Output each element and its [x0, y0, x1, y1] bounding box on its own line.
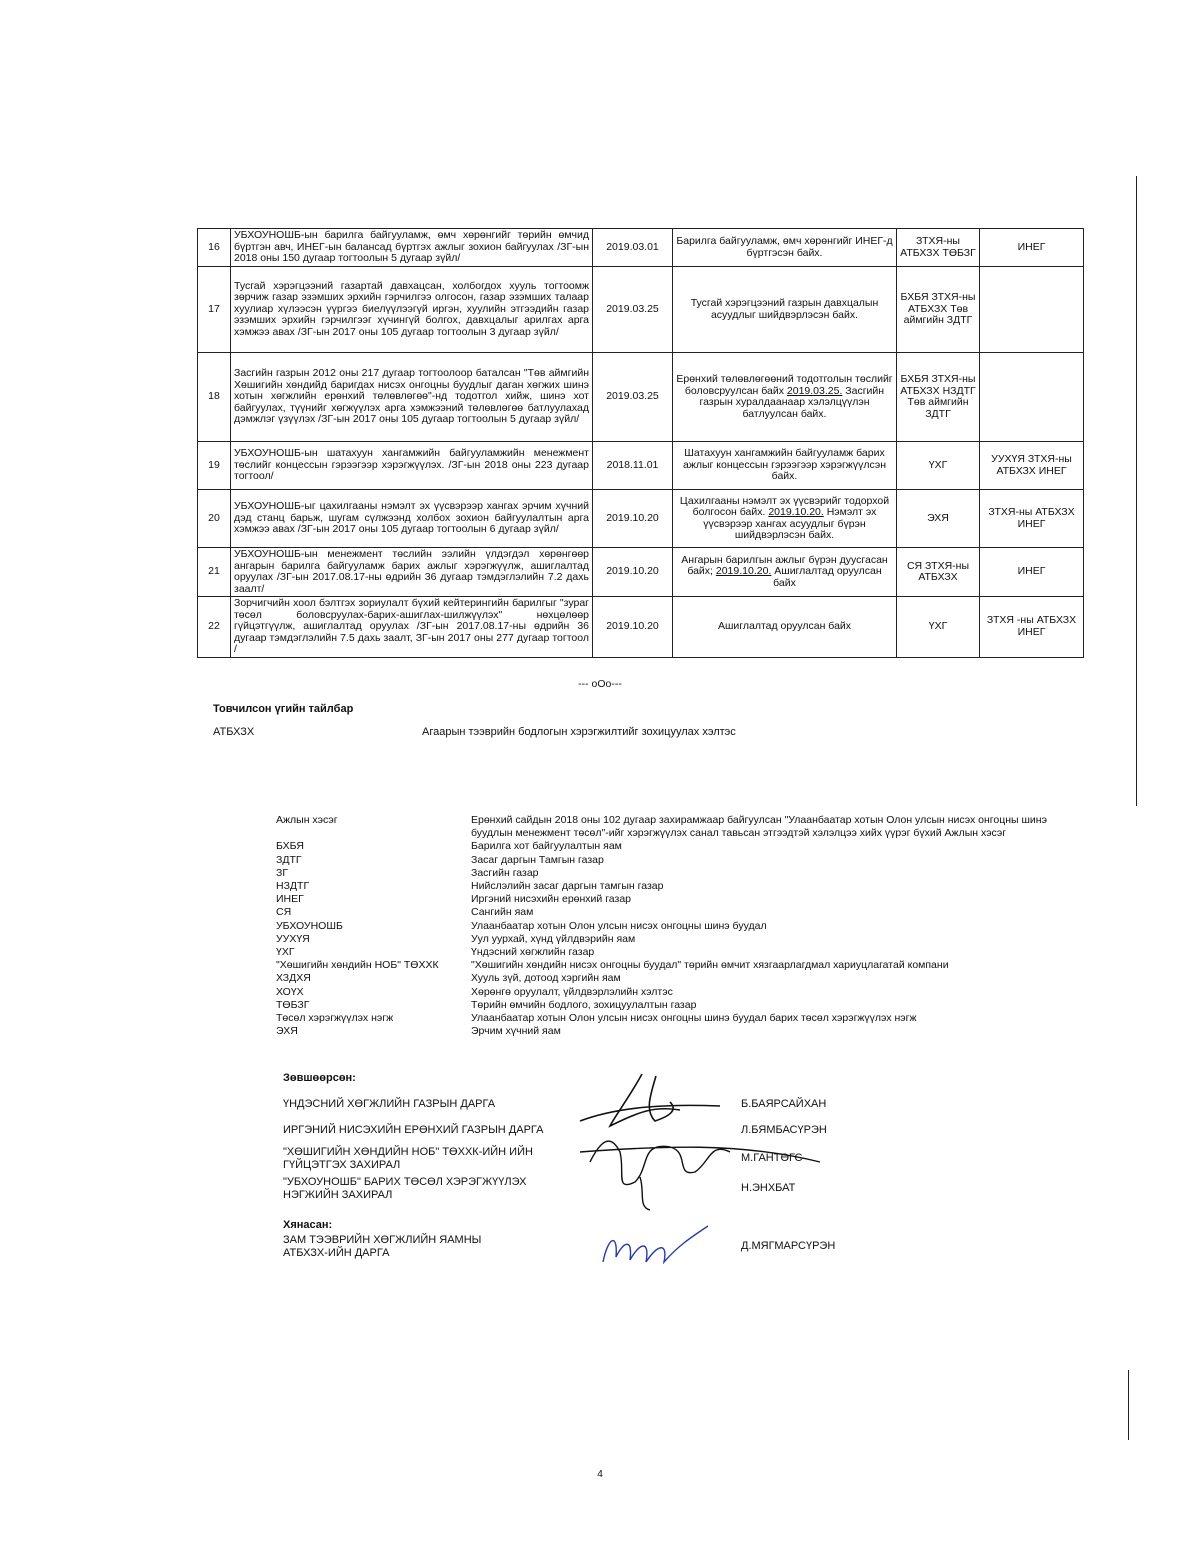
glossary-term: ЗДТГ: [276, 853, 302, 866]
result-cell: Ашиглалтад оруулсан байх: [673, 597, 897, 658]
due-date-cell: 2019.03.25: [593, 353, 673, 442]
row-number: 22: [198, 597, 231, 658]
support-org-cell: ИНЕГ: [980, 229, 1084, 267]
result-date: 2019.03.25.: [786, 384, 843, 397]
glossary-row: [276, 1012, 1066, 1025]
glossary-term: СЯ: [276, 906, 292, 919]
row-number: 18: [198, 353, 231, 442]
checker-position: ЗАМ ТЭЭВРИЙН ХӨГЖЛИЙН ЯАМНЫ АТБХЗХ-ИЙН ДАРГА: [283, 1234, 482, 1259]
due-date-cell: 2019.03.25: [593, 267, 673, 353]
glossary-term: УУХҮЯ: [276, 932, 310, 945]
table-row: [198, 490, 1084, 548]
glossary-row: [276, 959, 1066, 972]
approver-name: Н.ЭНХБАТ: [741, 1182, 796, 1194]
task-cell: УБХОУНОШБ-ын барилга байгууламж, өмч хөрөнгийг төрийн өмчид бүртгэн авч, ИНЕГ-ын балансад бүртгэх ажлыг зохион байгуулах /ЗГ-ын 2018 оны 150 дугаар тогтоолын 5 дугаар зүйл/: [231, 229, 593, 267]
approver-position: "УБХОУНОШБ" БАРИХ ТӨСӨЛ ХЭРЭГЖҮҮЛЭХ НЭГЖИЙН ЗАХИРАЛ: [283, 1176, 527, 1201]
glossary-definition: Үндэсний хөгжлийн газар: [471, 946, 595, 959]
task-cell: УБХОУНОШБ-ын менежмент төслийн ээлийн үлдэгдэл хөрөнгөөр ангарын барилга байгууламж барих ажлыг хэрэгжүүлж, ашиглалтад оруулах /ЗГ-ын 2017.08.17-ны өдрийн 36 дугаар тэмдэглэлийн 7.2 дахь заалт/: [231, 548, 593, 597]
glossary-definition: Улаанбаатар хотын Олон улсын нисэх онгоцны шинэ буудал: [471, 919, 767, 932]
lead-org-cell: ҮХГ: [897, 442, 980, 490]
approver-name: Б.БАЯРСАЙХАН: [741, 1098, 827, 1110]
table-row: [198, 267, 1084, 353]
task-cell: Тусгай хэрэгцээний газартай давхацсан, холбогдох хууль тогтоомж зөрчиж газар эзэмших эрхийн гэрчилгээ олгосон, газар эзэмших талаар хуулиар хүлээсэн үүргээ биелүүлээгүй иргэн, хуулийн этгээдийн газар эзэмших эрхийн гэрчилгээг хүчингүй болгох, давхцалыг арилгах арга хэмжээ авах /ЗГ-ын 2017 оны 105 дугаар тогтоолын 3 дугаар зүйл/: [231, 267, 593, 353]
lead-org-cell: ЗТХЯ-ны АТБХЗХ ТӨБЗГ: [897, 229, 980, 267]
result-date: 2019.10.20.: [715, 565, 772, 578]
task-cell: Засгийн газрын 2012 оны 217 дугаар тогтоолоор баталсан "Төв аймгийн Хөшигийн хөндийд баригдах нисэх онгоцны буудлыг даган хөгжих шинэ хотын хөгжлийн ерөнхий төлөвлөгөө"-нд тодотгол хийж, шинэ хот байгуулах, түүнийг хөгжүүлэх арга хэмжээний төлөвлөгөө батлуулахад дэмжлэг үзүүлэх /ЗГ-ын 2017 оны 105 дугаар тогтоолын 5 дугаар зүйл/: [231, 353, 593, 442]
result-cell: [673, 490, 897, 548]
glossary-term: Ажлын хэсэг: [276, 814, 338, 826]
glossary-row: [276, 933, 1066, 946]
table-row: [198, 597, 1084, 658]
result-cell: [673, 548, 897, 597]
result-cell: Барилга байгууламж, өмч хөрөнгийг ИНЕГ-д бүртгэсэн байх.: [673, 229, 897, 267]
table-row: [198, 548, 1084, 597]
abbr-atb-value: Агаарын тээврийн бодлогын хэрэгжилтийг зохицуулах хэлтэс: [422, 726, 736, 738]
lead-org-cell: ҮХГ: [897, 597, 980, 658]
approver-position: ИРГЭНИЙ НИСЭХИЙН ЕРӨНХИЙ ГАЗРЫН ДАРГА: [283, 1124, 544, 1136]
checker-name: Д.МЯГМАРСҮРЭН: [741, 1240, 836, 1252]
row-number: 20: [198, 490, 231, 548]
glossary-term: БХБЯ: [276, 840, 305, 853]
row-number: 21: [198, 548, 231, 597]
glossary-definition: Улаанбаатар хотын Олон улсын нисэх онгоцны шинэ буудал барих төсөл хэрэгжүүлэх нэгж: [471, 1012, 917, 1025]
table-row: [198, 353, 1084, 442]
result-cell: [673, 353, 897, 442]
glossary-row: [276, 986, 1066, 999]
glossary-definition: Засаг даргын Тамгын газар: [471, 853, 604, 866]
glossary-definition: Уул уурхай, хүнд үйлдвэрийн яам: [471, 932, 636, 945]
glossary-definition: Төрийн өмчийн бодлого, зохицуулалтын газар: [471, 998, 697, 1011]
scan-edge-right-lower: [1128, 1370, 1129, 1440]
task-cell: УБХОУНОШБ-ын шатахуун хангамжийн байгууламжийн менежмент төслийг концессын гэрээгээр хэрэгжүүлэх. /ЗГ-ын 2018 оны 223 дугаар тогтоол/: [231, 442, 593, 490]
approver-name: М.ГАНТӨГС: [741, 1152, 803, 1164]
table-row: [198, 229, 1084, 267]
lead-org-cell: БХБЯ ЗТХЯ-ны АТБХЗХ НЗДТГ Төв аймгийн ЗДТГ: [897, 353, 980, 442]
result-text: Ашиглалтад оруулсан байх: [771, 565, 882, 589]
glossary-term: УБХОУНОШБ: [276, 919, 343, 932]
glossary-definition: Засгийн газар: [471, 866, 539, 879]
lead-org-cell: ЭХЯ: [897, 490, 980, 548]
row-number: 17: [198, 267, 231, 353]
glossary-definition: Барилга хот байгуулалтын яам: [471, 840, 622, 853]
glossary-row: [276, 893, 1066, 906]
abbreviations-title: Товчилсон үгийн тайлбар: [213, 703, 354, 715]
glossary-term: ХОҮХ: [276, 985, 304, 998]
glossary-row: [276, 840, 1066, 853]
glossary-row: [276, 920, 1066, 933]
glossary-term: ТӨБЗГ: [276, 998, 310, 1011]
signature-2: [580, 1122, 820, 1212]
glossary-definition: Сангийн яам: [471, 906, 534, 919]
result-date: 2019.10.20.: [768, 506, 824, 518]
approver-name: Л.БЯМБАСҮРЭН: [741, 1124, 827, 1136]
approver-position: "ХӨШИГИЙН ХӨНДИЙН НОБ" ТӨХХК-ИЙН ИЙН ГҮЙЦЭТГЭХ ЗАХИРАЛ: [283, 1146, 533, 1171]
result-text: Нэмэлт эх үүсвэрээр хангах асуудлыг бүрэн шийдвэрлэсэн байх.: [703, 506, 877, 541]
glossary-row: [276, 854, 1066, 867]
support-org-cell: УУХҮЯ ЗТХЯ-ны АТБХЗХ ИНЕГ: [980, 442, 1084, 490]
glossary-row: [276, 880, 1066, 893]
result-cell: Шатахуун хангамжийн байгууламж барих ажлыг концессын гэрээгээр хэрэгжүүлсэн байх.: [673, 442, 897, 490]
result-cell: Тусгай хэрэгцээний газрын давхцалын асуудлыг шийдвэрлэсэн байх.: [673, 267, 897, 353]
glossary-term: Төсөл хэрэгжүүлэх нэгж: [276, 1012, 394, 1025]
glossary-term: ЭХЯ: [276, 1025, 298, 1038]
glossary-row: [276, 946, 1066, 959]
due-date-cell: 2019.10.20: [593, 548, 673, 597]
glossary-term: ИНЕГ: [276, 893, 304, 906]
glossary-definition: Иргэний нисэхийн ерөнхий газар: [471, 893, 632, 906]
signature-3: [598, 1222, 718, 1272]
support-org-cell: ИНЕГ: [980, 548, 1084, 597]
approved-heading: Зөвшөөрсөн:: [283, 1072, 356, 1084]
glossary-definition: Ерөнхий сайдын 2018 оны 102 дугаар захирамжаар байгуулсан "Улаанбаатар хотын Олон улсын нисэх онгоцны шинэ буудлын менежмент төсөл"-ийг хэрэгжүүлэх санал тавьсан этгээдтэй хэлэлцээ хийх үүрэг бүхий Ажлын хэсэг: [471, 814, 1047, 840]
due-date-cell: 2019.10.20: [593, 490, 673, 548]
due-date-cell: 2019.10.20: [593, 597, 673, 658]
due-date-cell: 2018.11.01: [593, 442, 673, 490]
glossary-term: ЗГ: [276, 866, 289, 879]
table-body: [198, 229, 1084, 658]
result-text: Засгийн газрын хуралдаанаар хэлэлцүүлэн батлуулсан байх.: [699, 384, 885, 420]
end-mark: --- оОо---: [578, 678, 622, 690]
glossary-definition: "Хөшигийн хөндийн нисэх онгоцны буудал" төрийн өмчит хязгаарлагдмал хариуцлагатай компани: [471, 959, 949, 972]
support-org-cell: ЗТХЯ-ны АТБХЗХ ИНЕГ: [980, 490, 1084, 548]
page-number: 4: [597, 1469, 603, 1480]
lead-org-cell: СЯ ЗТХЯ-ны АТБХЗХ: [897, 548, 980, 597]
scan-edge-right: [1136, 176, 1137, 806]
glossary-definition: Эрчим хүчний яам: [471, 1025, 561, 1038]
glossary-term: "Хөшигийн хөндийн НОБ" ТӨХХК: [276, 959, 439, 972]
result-text: Ерөнхий төлөвлөгөөний тодотголын төслийг боловсруулсан байх: [676, 373, 893, 397]
approver-position: ҮНДЭСНИЙ ХӨГЖЛИЙН ГАЗРЫН ДАРГА: [283, 1098, 496, 1110]
task-cell: Зорчигчийн хоол бэлтгэх зориулалт бүхий кейтерингийн барилгыг "зураг төсөл боловсруулах-барих-ашиглах-шилжүүлэх" нөхцөлөөр гүйцэтгүүлж, ашиглалтад оруулах /ЗГ-ын 2017.08.17-ны өдрийн 36 дугаар тэмдэглэлийн 7.5 дахь заалт, ЗГ-ын 2017 оны 277 дугаар тогтоол /: [231, 597, 593, 658]
glossary-row: [276, 814, 1066, 840]
actions-table: [197, 228, 1083, 658]
table-row: [198, 442, 1084, 490]
glossary-row: [276, 999, 1066, 1012]
glossary-list: [276, 814, 1066, 1038]
glossary-term: ҮХГ: [276, 946, 295, 959]
support-org-cell: [980, 353, 1084, 442]
task-cell: УБХОУНОШБ-ыг цахилгааны нэмэлт эх үүсвэрээр хангах эрчим хүчний дэд станц барьж, шугам сүлжээнд холбох зохион байгуулалтын арга хэмжээ авах /ЗГ-ын 2017 оны 105 дугаар тогтоолын 6 дугаар зүйл/: [231, 490, 593, 548]
lead-org-cell: БХБЯ ЗТХЯ-ны АТБХЗХ Төв аймгийн ЗДТГ: [897, 267, 980, 353]
result-text: Цахилгааны нэмэлт эх үүсвэрийг тодорхой болгосон байх.: [679, 494, 890, 518]
glossary-definition: Нийслэлийн засаг даргын тамгын газар: [471, 880, 664, 893]
glossary-row: [276, 1025, 1066, 1038]
support-org-cell: [980, 267, 1084, 353]
row-number: 16: [198, 229, 231, 267]
glossary-definition: Хууль зүй, дотоод хэргийн яам: [471, 972, 621, 985]
glossary-row: [276, 867, 1066, 880]
glossary-term: НЗДТГ: [276, 880, 310, 893]
support-org-cell: ЗТХЯ -ны АТБХЗХ ИНЕГ: [980, 597, 1084, 658]
glossary-term: ХЗДХЯ: [276, 972, 311, 985]
abbr-atb-key: АТБХЗХ: [213, 726, 255, 738]
row-number: 19: [198, 442, 231, 490]
result-text: Ангарын барилгын ажлыг бүрэн дуусгасан байх;: [681, 553, 888, 578]
due-date-cell: 2019.03.01: [593, 229, 673, 267]
glossary-definition: Хөрөнгө оруулалт, үйлдвэрлэлийн хэлтэс: [471, 985, 673, 998]
checked-heading: Хянасан:: [283, 1219, 333, 1231]
glossary-row: [276, 906, 1066, 919]
glossary-row: [276, 972, 1066, 985]
